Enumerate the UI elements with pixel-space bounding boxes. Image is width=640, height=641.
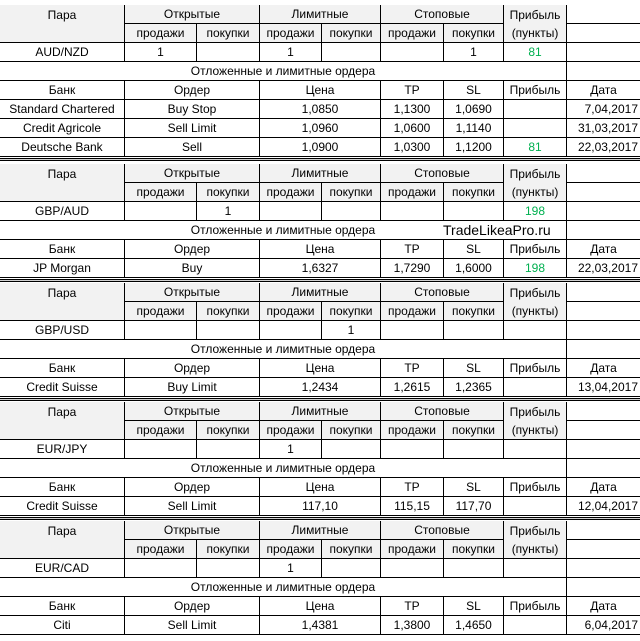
section-separator	[0, 517, 640, 520]
section-4-stop-sells-header[interactable]: продажи	[381, 421, 444, 440]
section-5-order-1-bank-cell[interactable]: Citi	[0, 616, 125, 635]
section-3-pending-title[interactable]: Отложенные и лимитные ордера	[0, 340, 567, 359]
section-2-order-1-date-cell[interactable]: 22,03,2017	[567, 259, 640, 278]
section-1-order-1-price-cell[interactable]: 1,0850	[260, 100, 381, 119]
section-3-blank-header[interactable]	[567, 283, 640, 302]
section-1-blank-header[interactable]	[567, 5, 640, 24]
section-1-bank-header[interactable]: Банк	[0, 81, 125, 100]
section-5-stop-buys-header[interactable]: покупки	[444, 540, 504, 559]
section-4-limit-header[interactable]: Лимитные	[260, 402, 381, 421]
section-3-order-1-tp-cell[interactable]: 1,2615	[381, 378, 444, 397]
section-4-stop-sell-cell[interactable]	[381, 440, 444, 459]
section-4-open-buy-cell[interactable]	[197, 440, 260, 459]
section-3-limit-buy-cell[interactable]: 1	[322, 321, 381, 340]
section-2-limit-header[interactable]: Лимитные	[260, 164, 381, 183]
section-4-limit-buys-header[interactable]: покупки	[322, 421, 381, 440]
section-1-open-sell-cell[interactable]: 1	[125, 43, 197, 62]
section-1-order-3-price-cell[interactable]: 1,0900	[260, 138, 381, 157]
section-2-order-header[interactable]: Ордер	[125, 240, 260, 259]
watermark: TradeLikeaPro.ru	[443, 222, 551, 238]
section-4-price-header[interactable]: Цена	[260, 478, 381, 497]
section-3-stop-sells-header[interactable]: продажи	[381, 302, 444, 321]
section-1-sl-header[interactable]: SL	[444, 81, 504, 100]
section-1-order-2-type-cell[interactable]: Sell Limit	[125, 119, 260, 138]
section-2-order-1-type-cell[interactable]: Buy	[125, 259, 260, 278]
section-2-blank-cell[interactable]	[567, 183, 640, 202]
section-1-limit-header[interactable]: Лимитные	[260, 5, 381, 24]
section-2-profit-cell[interactable]: 198	[504, 202, 567, 221]
section-1-tp-header[interactable]: TP	[381, 81, 444, 100]
section-1-order-1-tp-cell[interactable]: 1,1300	[381, 100, 444, 119]
section-2-pending-blank[interactable]	[567, 221, 640, 240]
section-1-blank-cell[interactable]	[567, 24, 640, 43]
section-2-order-1-sl-cell[interactable]: 1,6000	[444, 259, 504, 278]
section-2-open-buys-header[interactable]: покупки	[197, 183, 260, 202]
section-4-order-1-bank-cell[interactable]: Credit Suisse	[0, 497, 125, 516]
section-4-pending-blank[interactable]	[567, 459, 640, 478]
section-3-order-1-sl-cell[interactable]: 1,2365	[444, 378, 504, 397]
section-1-stop-sell-cell[interactable]	[381, 43, 444, 62]
section-3-order-1-date-cell[interactable]: 13,04,2017	[567, 378, 640, 397]
section-3-order-header[interactable]: Ордер	[125, 359, 260, 378]
section-1-order-1-type-cell[interactable]: Buy Stop	[125, 100, 260, 119]
section-2-points-header[interactable]: (пункты)	[504, 183, 567, 202]
section-3-stop-buys-header[interactable]: покупки	[444, 302, 504, 321]
section-1-pair-header[interactable]: Пара	[0, 5, 125, 24]
section-1-order-1-bank-cell[interactable]: Standard Chartered	[0, 100, 125, 119]
section-1-pending-blank[interactable]	[567, 62, 640, 81]
section-5-limit-header[interactable]: Лимитные	[260, 521, 381, 540]
section-2-order-profit-header[interactable]: Прибыль	[504, 240, 567, 259]
section-3-stop-sell-cell[interactable]	[381, 321, 444, 340]
section-5-blank-header[interactable]	[567, 521, 640, 540]
section-2-bank-header[interactable]: Банк	[0, 240, 125, 259]
section-1-order-3-date-cell[interactable]: 22,03,2017	[567, 138, 640, 157]
section-3-limit-buys-header[interactable]: покупки	[322, 302, 381, 321]
section-5-open-header[interactable]: Открытые	[125, 521, 260, 540]
section-4-bank-header[interactable]: Банк	[0, 478, 125, 497]
section-3-pair-cell[interactable]: GBP/USD	[0, 321, 125, 340]
section-2-sl-header[interactable]: SL	[444, 240, 504, 259]
section-5-order-header[interactable]: Ордер	[125, 597, 260, 616]
section-3-open-header[interactable]: Открытые	[125, 283, 260, 302]
section-4-pair-header-cont[interactable]	[0, 421, 125, 440]
section-4-points-header[interactable]: (пункты)	[504, 421, 567, 440]
section-1-order-2-profit-cell[interactable]	[504, 119, 567, 138]
section-4-open-sells-header[interactable]: продажи	[125, 421, 197, 440]
section-5-pending-title[interactable]: Отложенные и лимитные ордера	[0, 578, 567, 597]
section-1-order-1-date-cell[interactable]: 7,04,2017	[567, 100, 640, 119]
section-5-limit-sells-header[interactable]: продажи	[260, 540, 322, 559]
section-4-order-1-price-cell[interactable]: 117,10	[260, 497, 381, 516]
section-1-limit-sells-header[interactable]: продажи	[260, 24, 322, 43]
section-5-pair-header-cont[interactable]	[0, 540, 125, 559]
section-3-pending-blank[interactable]	[567, 340, 640, 359]
section-2-pair-header[interactable]: Пара	[0, 164, 125, 183]
section-4-sl-header[interactable]: SL	[444, 478, 504, 497]
section-5-pair-header[interactable]: Пара	[0, 521, 125, 540]
section-1-profit-header[interactable]: Прибыль	[504, 5, 567, 24]
section-3-limit-sells-header[interactable]: продажи	[260, 302, 322, 321]
section-5-limit-buys-header[interactable]: покупки	[322, 540, 381, 559]
section-1-limit-buy-cell[interactable]	[322, 43, 381, 62]
section-5-order-1-price-cell[interactable]: 1,4381	[260, 616, 381, 635]
section-4-pair-cell[interactable]: EUR/JPY	[0, 440, 125, 459]
section-1-order-profit-header[interactable]: Прибыль	[504, 81, 567, 100]
section-2-tp-header[interactable]: TP	[381, 240, 444, 259]
section-5-stop-sells-header[interactable]: продажи	[381, 540, 444, 559]
section-4-order-1-date-cell[interactable]: 12,04,2017	[567, 497, 640, 516]
section-1-order-2-bank-cell[interactable]: Credit Agricole	[0, 119, 125, 138]
section-4-blank-data-cell[interactable]	[567, 440, 640, 459]
section-4-order-1-profit-cell[interactable]	[504, 497, 567, 516]
section-1-open-sells-header[interactable]: продажи	[125, 24, 197, 43]
section-2-stop-sells-header[interactable]: продажи	[381, 183, 444, 202]
section-2-date-header[interactable]: Дата	[567, 240, 640, 259]
section-separator	[0, 158, 640, 161]
section-4-blank-header[interactable]	[567, 402, 640, 421]
section-5-pending-blank[interactable]	[567, 578, 640, 597]
section-1-open-header[interactable]: Открытые	[125, 5, 260, 24]
section-3-tp-header[interactable]: TP	[381, 359, 444, 378]
section-5-order-profit-header[interactable]: Прибыль	[504, 597, 567, 616]
section-2-open-sells-header[interactable]: продажи	[125, 183, 197, 202]
section-1-profit-cell[interactable]: 81	[504, 43, 567, 62]
section-separator	[0, 279, 640, 282]
section-2-order-1-tp-cell[interactable]: 1,7290	[381, 259, 444, 278]
section-1-stop-buy-cell[interactable]: 1	[444, 43, 504, 62]
section-2-stop-buys-header[interactable]: покупки	[444, 183, 504, 202]
section-3-pair-header-cont[interactable]	[0, 302, 125, 321]
section-3-stop-buy-cell[interactable]	[444, 321, 504, 340]
section-5-open-buy-cell[interactable]	[197, 559, 260, 578]
section-5-sl-header[interactable]: SL	[444, 597, 504, 616]
section-2-order-1-bank-cell[interactable]: JP Morgan	[0, 259, 125, 278]
section-1-order-2-tp-cell[interactable]: 1,0600	[381, 119, 444, 138]
section-2-order-1-profit-cell[interactable]: 198	[504, 259, 567, 278]
section-5-points-header[interactable]: (пункты)	[504, 540, 567, 559]
section-2-blank-header[interactable]	[567, 164, 640, 183]
section-5-tp-header[interactable]: TP	[381, 597, 444, 616]
section-1-stop-header[interactable]: Стоповые	[381, 5, 504, 24]
section-5-order-1-tp-cell[interactable]: 1,3800	[381, 616, 444, 635]
section-4-open-buys-header[interactable]: покупки	[197, 421, 260, 440]
section-5-blank-cell[interactable]	[567, 540, 640, 559]
section-2-stop-buy-cell[interactable]	[444, 202, 504, 221]
section-1-order-2-date-cell[interactable]: 31,03,2017	[567, 119, 640, 138]
section-1-order-3-bank-cell[interactable]: Deutsche Bank	[0, 138, 125, 157]
section-1-date-header[interactable]: Дата	[567, 81, 640, 100]
section-3-blank-data-cell[interactable]	[567, 321, 640, 340]
section-5-price-header[interactable]: Цена	[260, 597, 381, 616]
section-2-stop-sell-cell[interactable]	[381, 202, 444, 221]
section-5-bank-header[interactable]: Банк	[0, 597, 125, 616]
section-5-stop-buy-cell[interactable]	[444, 559, 504, 578]
section-4-limit-sells-header[interactable]: продажи	[260, 421, 322, 440]
section-2-price-header[interactable]: Цена	[260, 240, 381, 259]
section-3-price-header[interactable]: Цена	[260, 359, 381, 378]
section-4-order-1-type-cell[interactable]: Sell Limit	[125, 497, 260, 516]
section-4-blank-cell[interactable]	[567, 421, 640, 440]
section-1-stop-buys-header[interactable]: покупки	[444, 24, 504, 43]
section-3-open-buy-cell[interactable]	[197, 321, 260, 340]
section-5-order-1-profit-cell[interactable]	[504, 616, 567, 635]
section-2-pair-header-cont[interactable]	[0, 183, 125, 202]
section-4-pending-title[interactable]: Отложенные и лимитные ордера	[0, 459, 567, 478]
section-3-open-sell-cell[interactable]	[125, 321, 197, 340]
section-1-order-1-sl-cell[interactable]: 1,0690	[444, 100, 504, 119]
section-2-order-1-price-cell[interactable]: 1,6327	[260, 259, 381, 278]
section-1-blank-data-cell[interactable]	[567, 43, 640, 62]
section-4-stop-buys-header[interactable]: покупки	[444, 421, 504, 440]
section-3-bank-header[interactable]: Банк	[0, 359, 125, 378]
section-1-order-3-type-cell[interactable]: Sell	[125, 138, 260, 157]
section-2-pair-cell[interactable]: GBP/AUD	[0, 202, 125, 221]
section-3-date-header[interactable]: Дата	[567, 359, 640, 378]
section-4-limit-sell-cell[interactable]: 1	[260, 440, 322, 459]
section-2-open-buy-cell[interactable]: 1	[197, 202, 260, 221]
section-3-stop-header[interactable]: Стоповые	[381, 283, 504, 302]
section-5-profit-cell[interactable]	[504, 559, 567, 578]
section-3-points-header[interactable]: (пункты)	[504, 302, 567, 321]
section-5-order-1-date-cell[interactable]: 6,04,2017	[567, 616, 640, 635]
section-1-points-header[interactable]: (пункты)	[504, 24, 567, 43]
section-1-limit-sell-cell[interactable]: 1	[260, 43, 322, 62]
section-2-open-sell-cell[interactable]	[125, 202, 197, 221]
section-4-profit-cell[interactable]	[504, 440, 567, 459]
section-4-stop-header[interactable]: Стоповые	[381, 402, 504, 421]
section-3-open-sells-header[interactable]: продажи	[125, 302, 197, 321]
section-5-profit-header[interactable]: Прибыль	[504, 521, 567, 540]
section-5-limit-buy-cell[interactable]	[322, 559, 381, 578]
section-1-price-header[interactable]: Цена	[260, 81, 381, 100]
section-4-profit-header[interactable]: Прибыль	[504, 402, 567, 421]
section-5-blank-data-cell[interactable]	[567, 559, 640, 578]
section-1-order-3-sl-cell[interactable]: 1,1200	[444, 138, 504, 157]
section-1-open-buy-cell[interactable]	[197, 43, 260, 62]
section-5-open-sell-cell[interactable]	[125, 559, 197, 578]
section-5-open-buys-header[interactable]: покупки	[197, 540, 260, 559]
section-1-order-3-tp-cell[interactable]: 1,0300	[381, 138, 444, 157]
section-5-pair-cell[interactable]: EUR/CAD	[0, 559, 125, 578]
section-3-order-1-type-cell[interactable]: Buy Limit	[125, 378, 260, 397]
section-4-open-header[interactable]: Открытые	[125, 402, 260, 421]
section-2-stop-header[interactable]: Стоповые	[381, 164, 504, 183]
section-5-date-header[interactable]: Дата	[567, 597, 640, 616]
section-2-limit-sell-cell[interactable]	[260, 202, 322, 221]
section-2-blank-data-cell[interactable]	[567, 202, 640, 221]
section-4-order-1-tp-cell[interactable]: 115,15	[381, 497, 444, 516]
section-3-profit-header[interactable]: Прибыль	[504, 283, 567, 302]
section-2-profit-header[interactable]: Прибыль	[504, 164, 567, 183]
section-1-limit-buys-header[interactable]: покупки	[322, 24, 381, 43]
section-3-sl-header[interactable]: SL	[444, 359, 504, 378]
section-2-pending-title[interactable]: Отложенные и лимитные ордера	[0, 221, 567, 240]
section-3-order-1-profit-cell[interactable]	[504, 378, 567, 397]
section-1-order-2-price-cell[interactable]: 1,0960	[260, 119, 381, 138]
section-3-order-1-price-cell[interactable]: 1,2434	[260, 378, 381, 397]
section-1-pair-cell[interactable]: AUD/NZD	[0, 43, 125, 62]
section-4-order-1-sl-cell[interactable]: 117,70	[444, 497, 504, 516]
section-1-order-1-profit-cell[interactable]	[504, 100, 567, 119]
section-4-order-profit-header[interactable]: Прибыль	[504, 478, 567, 497]
section-3-limit-header[interactable]: Лимитные	[260, 283, 381, 302]
section-3-order-profit-header[interactable]: Прибыль	[504, 359, 567, 378]
section-2-open-header[interactable]: Открытые	[125, 164, 260, 183]
section-1-pair-header-cont[interactable]	[0, 24, 125, 43]
section-2-limit-buy-cell[interactable]	[322, 202, 381, 221]
section-3-limit-sell-cell[interactable]	[260, 321, 322, 340]
section-3-order-1-bank-cell[interactable]: Credit Suisse	[0, 378, 125, 397]
section-3-open-buys-header[interactable]: покупки	[197, 302, 260, 321]
section-2-limit-buys-header[interactable]: покупки	[322, 183, 381, 202]
section-separator	[0, 398, 640, 401]
section-3-pair-header[interactable]: Пара	[0, 283, 125, 302]
section-1-order-2-sl-cell[interactable]: 1,1140	[444, 119, 504, 138]
section-1-open-buys-header[interactable]: покупки	[197, 24, 260, 43]
section-4-stop-buy-cell[interactable]	[444, 440, 504, 459]
section-5-stop-sell-cell[interactable]	[381, 559, 444, 578]
section-4-limit-buy-cell[interactable]	[322, 440, 381, 459]
section-2-limit-sells-header[interactable]: продажи	[260, 183, 322, 202]
section-4-pair-header[interactable]: Пара	[0, 402, 125, 421]
section-4-open-sell-cell[interactable]	[125, 440, 197, 459]
section-4-tp-header[interactable]: TP	[381, 478, 444, 497]
section-3-profit-cell[interactable]	[504, 321, 567, 340]
section-5-stop-header[interactable]: Стоповые	[381, 521, 504, 540]
section-5-order-1-type-cell[interactable]: Sell Limit	[125, 616, 260, 635]
section-1-order-3-profit-cell[interactable]: 81	[504, 138, 567, 157]
section-3-blank-cell[interactable]	[567, 302, 640, 321]
section-4-date-header[interactable]: Дата	[567, 478, 640, 497]
section-5-order-1-sl-cell[interactable]: 1,4650	[444, 616, 504, 635]
section-5-open-sells-header[interactable]: продажи	[125, 540, 197, 559]
section-1-pending-title[interactable]: Отложенные и лимитные ордера	[0, 62, 567, 81]
section-5-limit-sell-cell[interactable]: 1	[260, 559, 322, 578]
section-4-order-header[interactable]: Ордер	[125, 478, 260, 497]
section-1-order-header[interactable]: Ордер	[125, 81, 260, 100]
section-1-stop-sells-header[interactable]: продажи	[381, 24, 444, 43]
